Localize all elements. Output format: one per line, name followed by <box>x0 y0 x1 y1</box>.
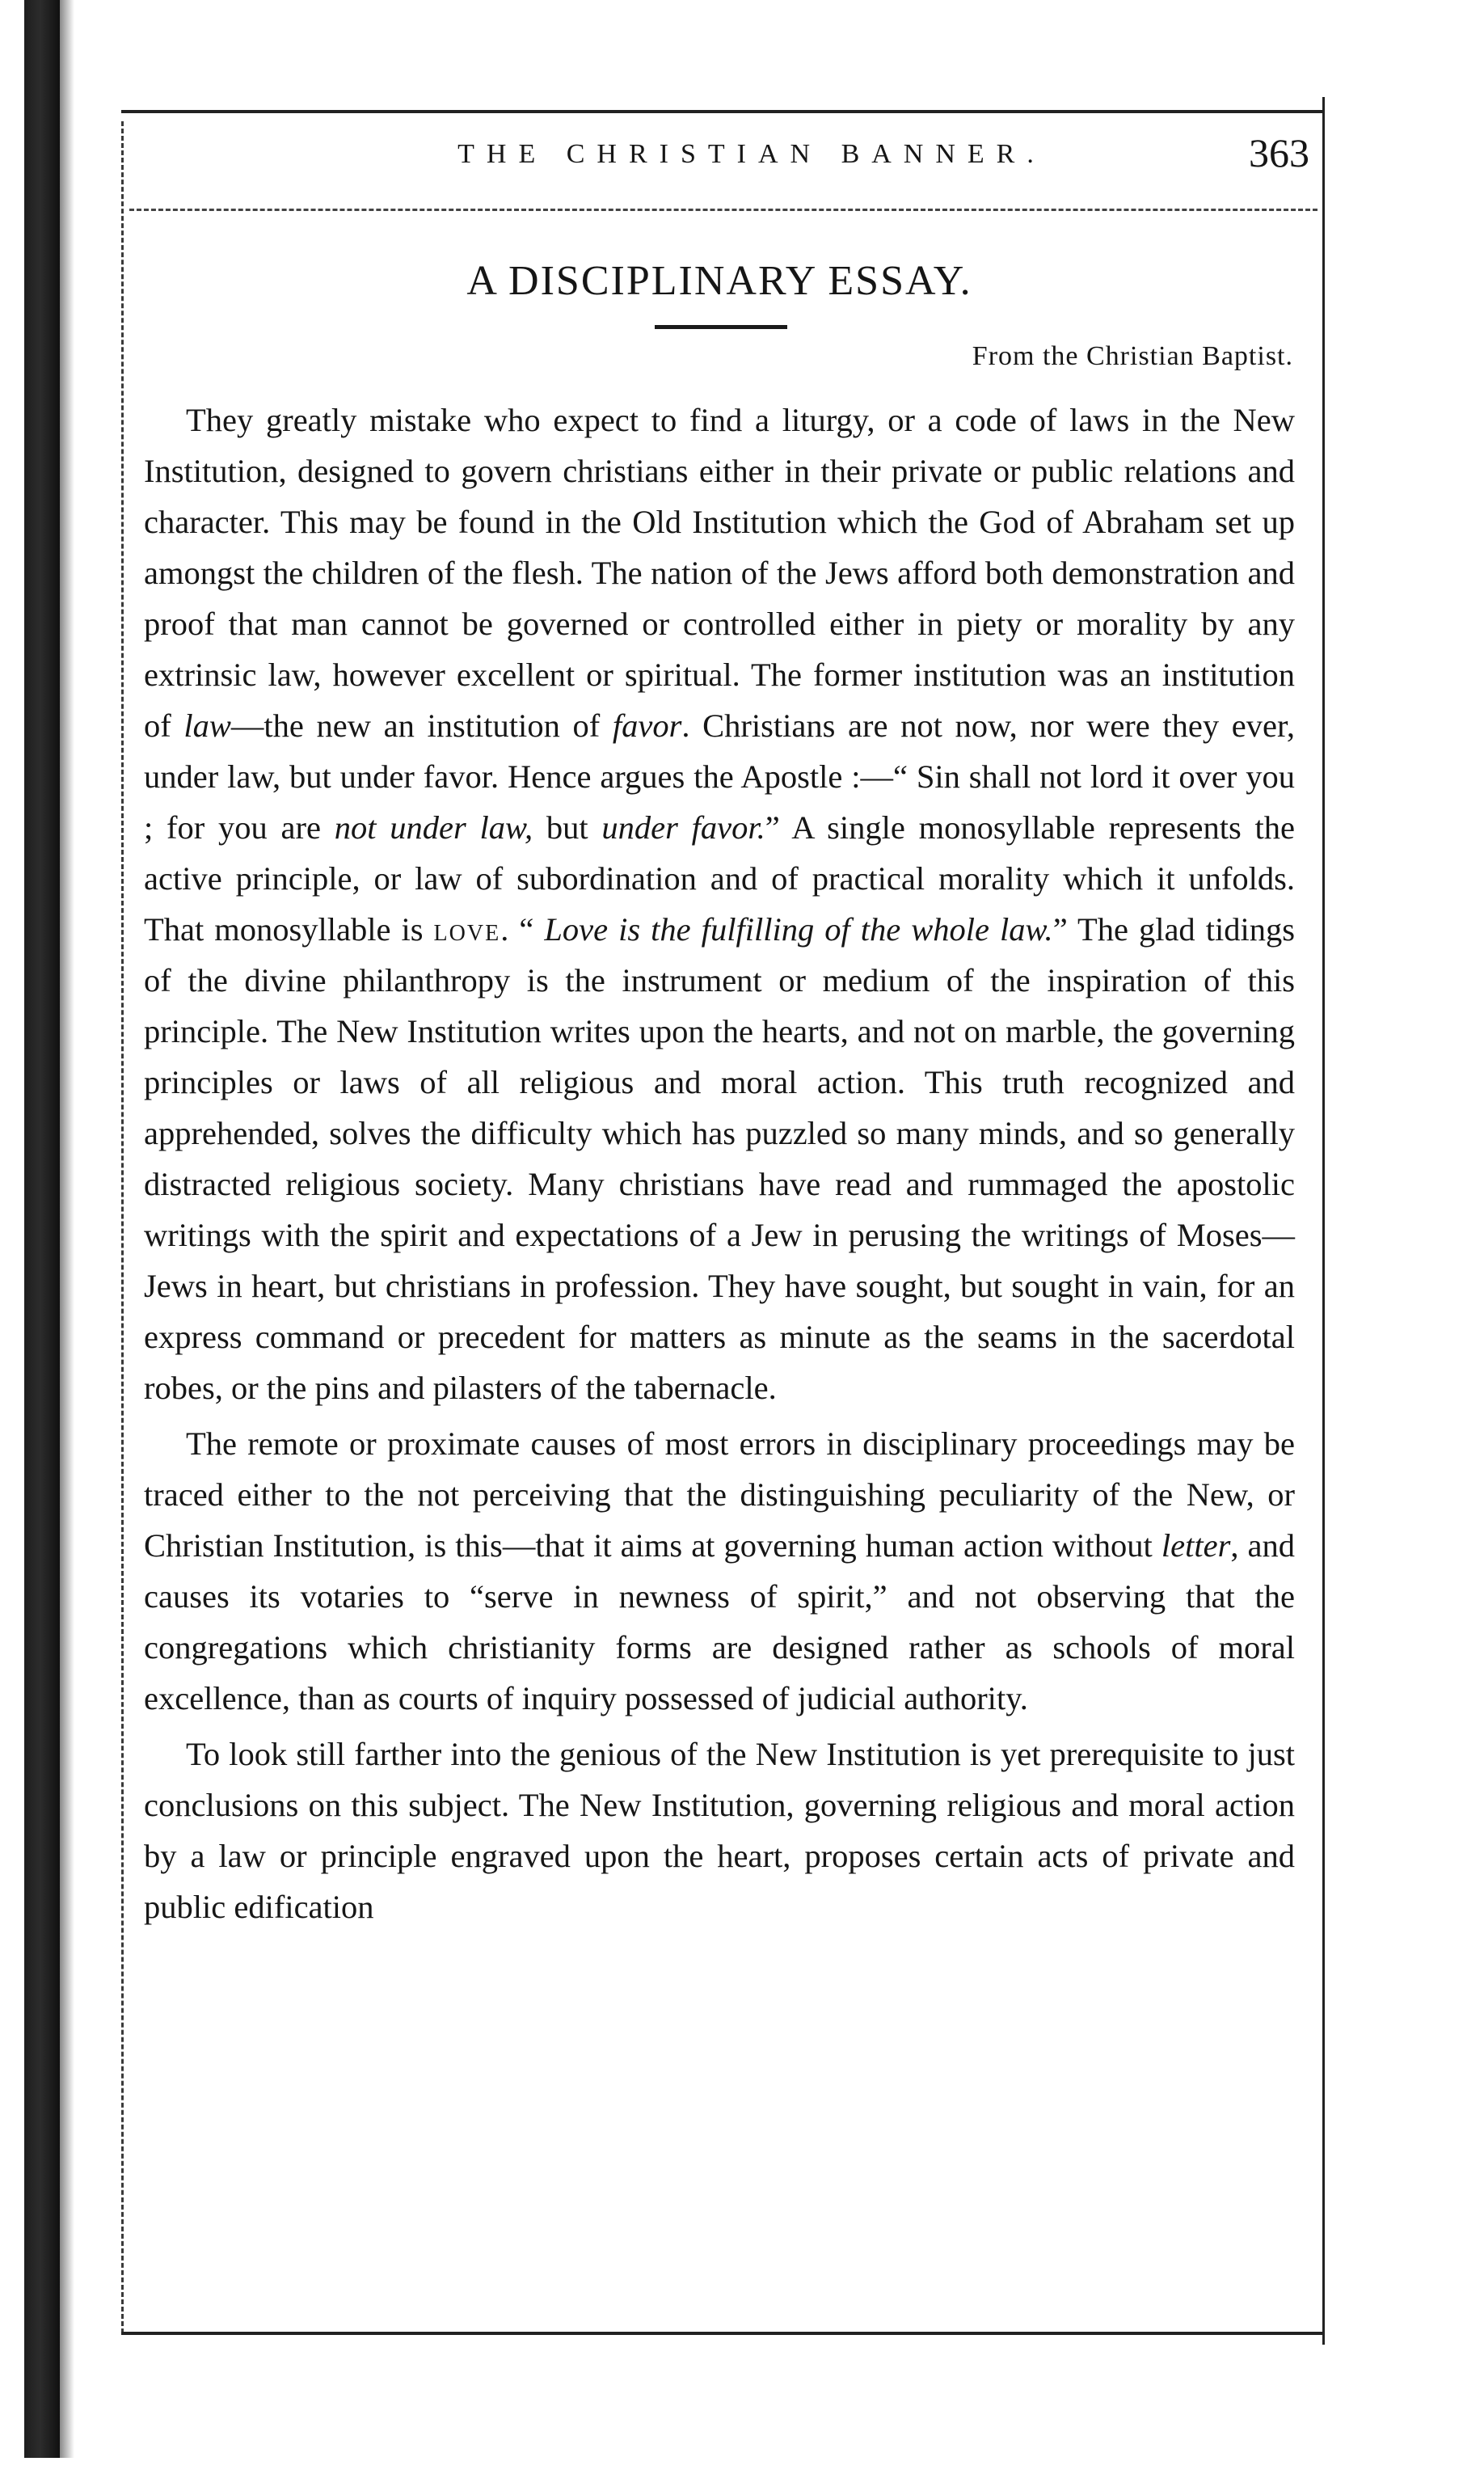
page-number: 363 <box>1249 130 1309 175</box>
running-title: THE CHRISTIAN BANNER. <box>457 139 1046 169</box>
page-frame-right-rule <box>1322 97 1325 2345</box>
paragraph-1: They greatly mistake who expect to find a liturgy, or a code of laws in the New Institution, designed to govern christians either in their private or public relations and character. This may be found in the Old Institution which the God of Abraham set up amongst the children of the flesh. The nation of the Jews afford both demonstration and proof that man cannot be governed or controlled either in piety or morality by any extrinsic law, however excellent or spiritual. The former institution was an institution of law—the new an institution of favor. Christians are not now, nor were they ever, under law, but under favor. Hence argues the Apostle :—“ Sin shall not lord it over you ; for you are not under law, but under favor.” A single monosyllable represents the active principle, or law of subordination and of practical morality which it unfolds. That monosyllable is love. “ Love is the fulfilling of the whole law.” The glad tidings of the divine philanthropy is the instrument or medium of the inspiration of this principle. The New Institution writes upon the hearts, and not on marble, the governing principles or laws of all religious and moral action. This truth recognized and apprehended, solves the difficulty which has puzzled so many minds, and so generally distracted religious society. Many christians have read and rummaged the apostolic writings with the spirit and expectations of a Jew in perusing the writings of Moses—Jews in heart, but christians in profession. They have sought, but sought in vain, for an express command or precedent for matters as minute as the seams in the sacerdotal robes, or the pins and pilasters of the tabernacle. <box>144 402 1295 1406</box>
article-body <box>144 395 1295 1932</box>
book-binding-edge <box>24 0 60 2458</box>
page-frame-top-rule <box>121 110 1324 113</box>
article-title: A DISCIPLINARY ESSAY. <box>466 258 972 304</box>
paragraph-3: To look still farther into the genious of the New Institution is yet prerequisite to just conclusions on this subject. The New Institution, governing religious and moral action by a law or principle engraved upon the heart, proposes certain acts of private and public edification <box>144 1736 1295 1925</box>
article-source: From the Christian Baptist. <box>972 341 1293 371</box>
title-divider <box>655 325 787 329</box>
paragraph-2: The remote or proximate causes of most errors in disciplinary proceedings may be traced either to the not perceiving that the distinguishing peculiarity of the New, or Christian Institution, is this—that it aims at governing human action without letter, and causes its votaries to “serve in newness of spirit,” and not observing that the congregations which christianity forms are designed rather as schools of moral excellence, than as courts of inquiry possessed of judicial authority. <box>144 1425 1295 1716</box>
header-divider <box>129 209 1317 211</box>
page-frame-left-rule <box>121 121 124 2333</box>
binding-shadow <box>60 0 74 2458</box>
page-frame-bottom-rule <box>121 2332 1324 2335</box>
